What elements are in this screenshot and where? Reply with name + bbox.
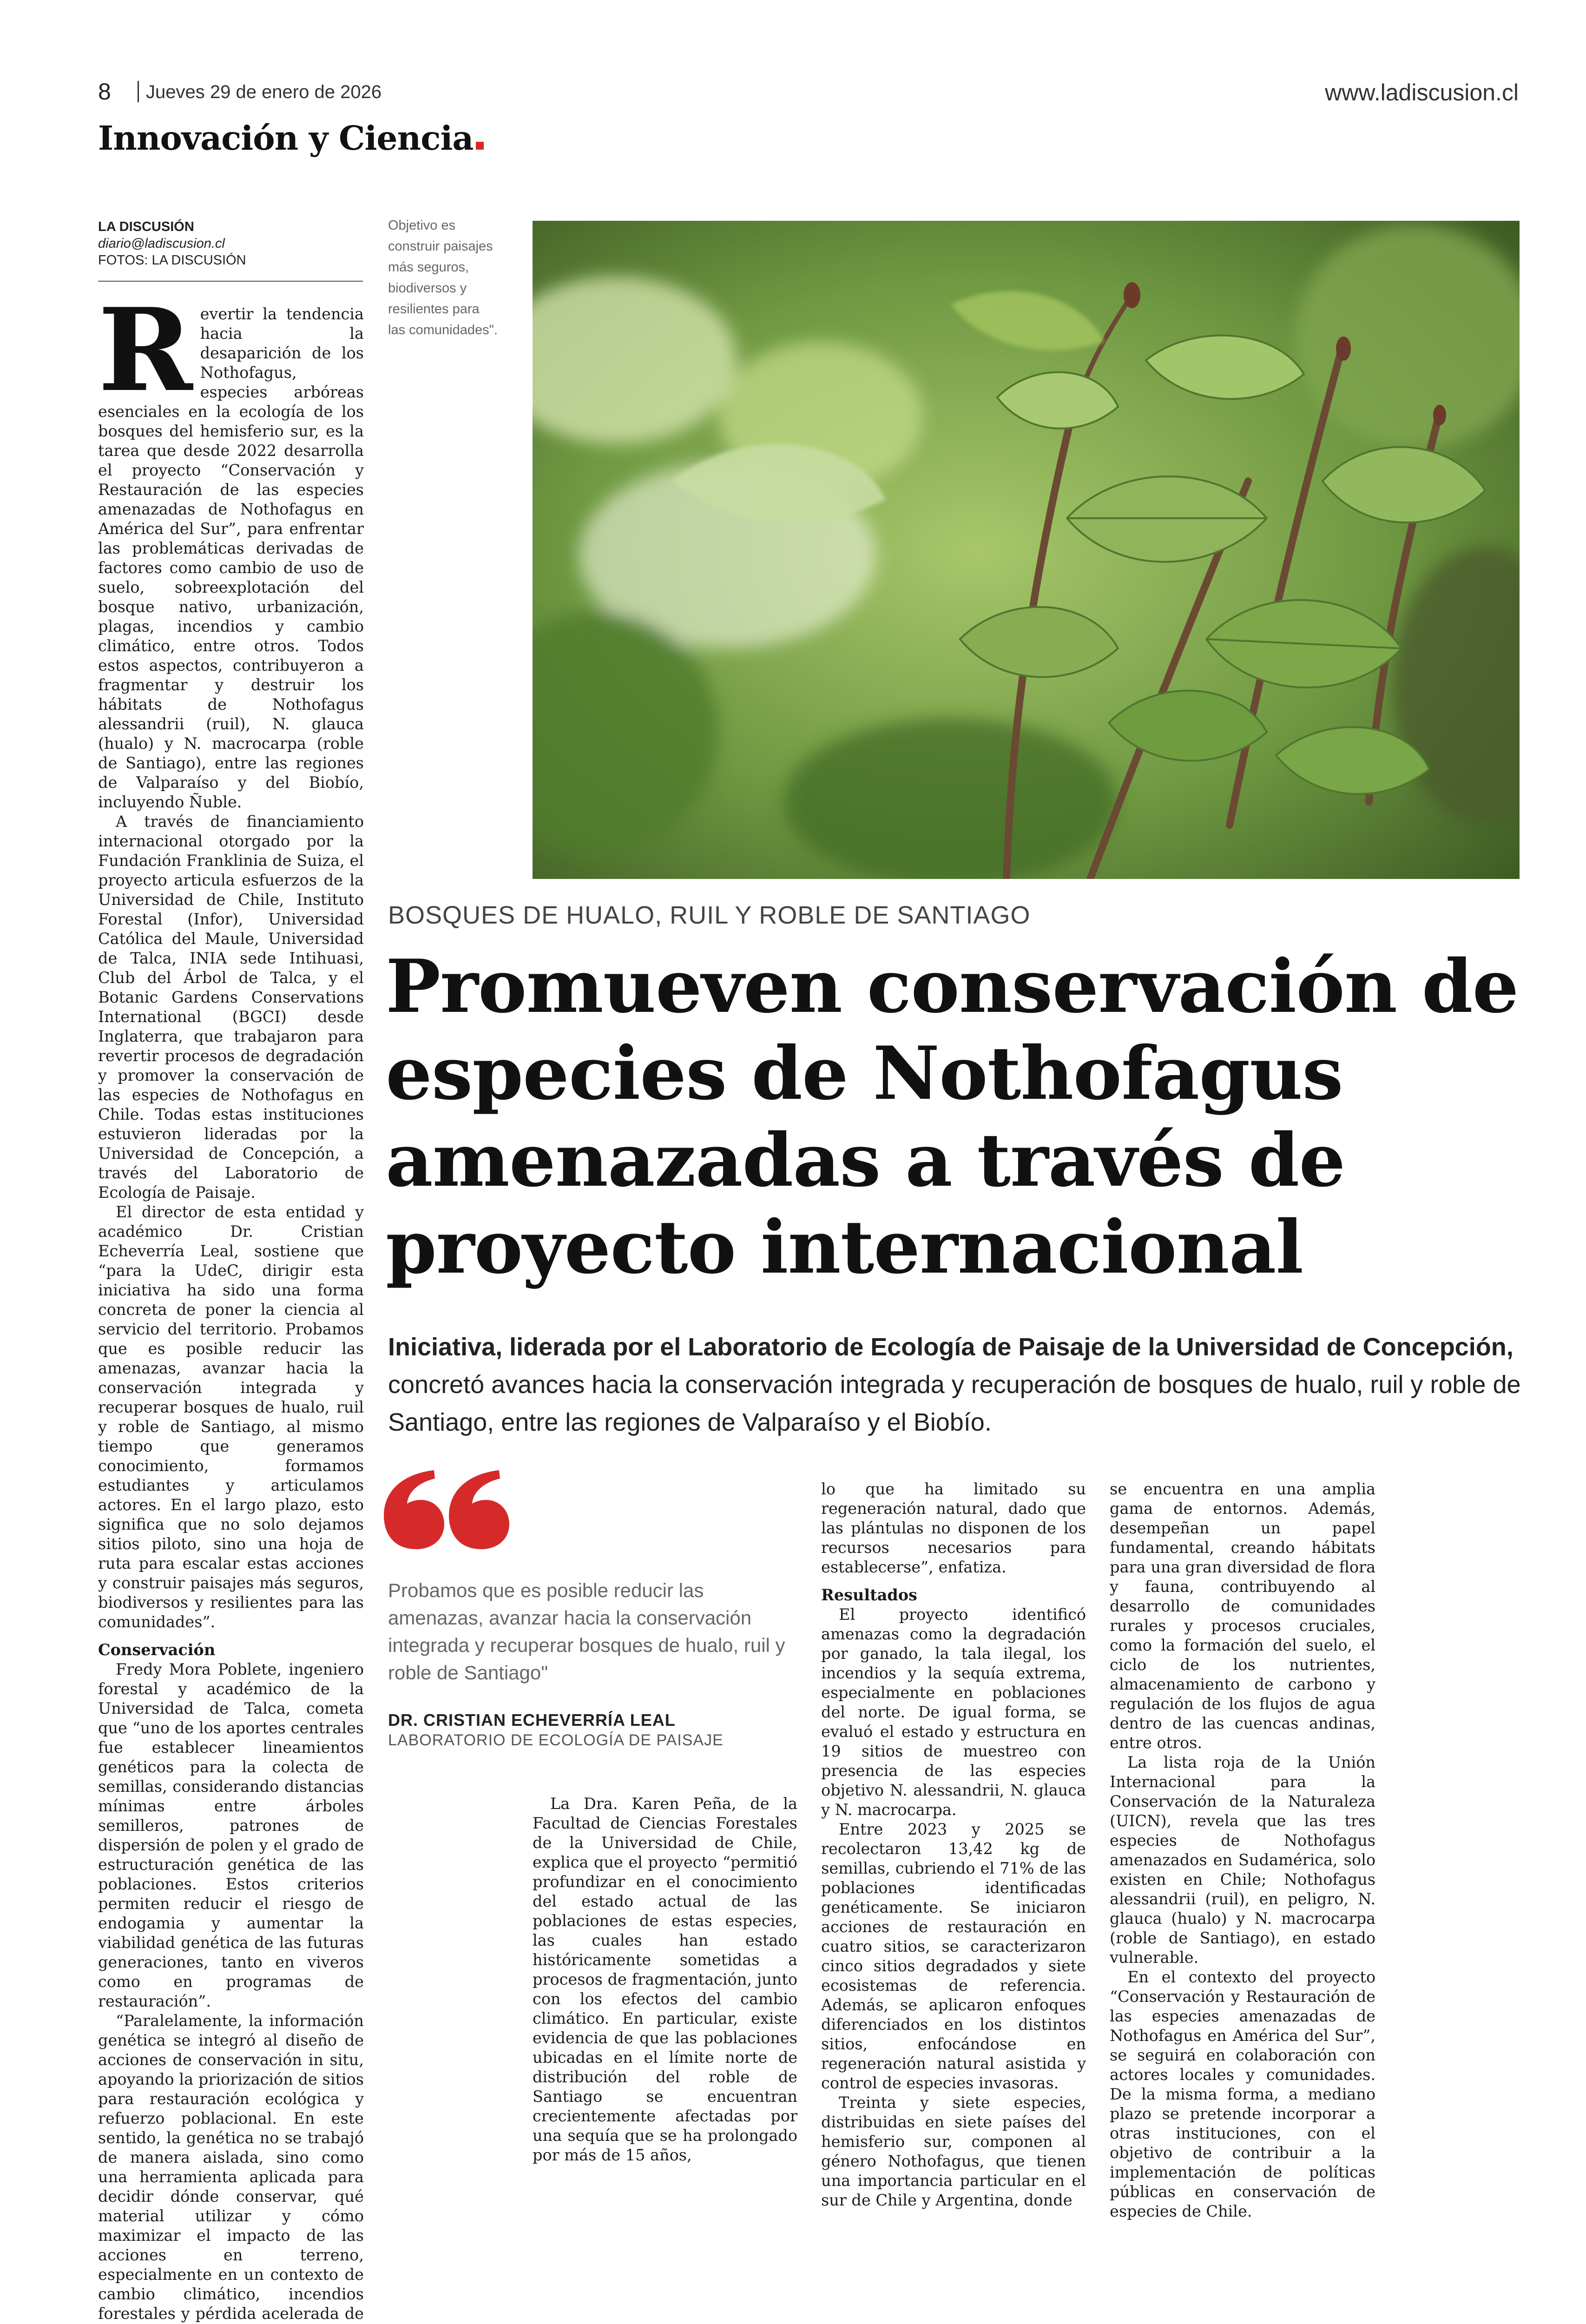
byline bbox=[98, 218, 363, 269]
byline-email[interactable]: diario@ladiscusion.cl bbox=[98, 236, 225, 251]
site-url-link[interactable]: www.ladiscusion.cl bbox=[1325, 79, 1519, 106]
article-column-1 bbox=[98, 283, 364, 2324]
side-pull-note: Objetivo es construir paisajes más seguros, biodiversos y resilientes para las comunidades". bbox=[388, 218, 498, 337]
article-photo bbox=[533, 221, 1520, 879]
body-paragraph bbox=[98, 283, 364, 812]
body-paragraph: En el contexto del proyecto “Conservación y Restauración de las especies amenazadas de Nothofagus en América del Sur”, se seguirá en colaboración con actores locales y comunidades. De la misma forma, a mediano plazo se pretende incorporar a otras instituciones, con el objetivo de contribuir a la implementación de políticas públicas en conservación de especies de Chile. bbox=[1110, 1968, 1375, 2220]
quote-mark-icon bbox=[384, 1470, 509, 1549]
deck-lead: Iniciativa, liderada por el Laboratorio de Ecología de Paisaje de la Universidad de Concepción, bbox=[388, 1333, 1514, 1361]
body-paragraph: “Paralelamente, la información genética se integró al diseño de acciones de conservación in situ, apoyando la priorización de sitios para restauración ecológica y refuerzo poblacional. En este sentido, la genética no se trabajó de manera aislada, sino como una herramienta aplicada para decidir dónde conservar, qué material utilizar y cómo maximizar el impacto de las acciones en terreno, especialmente en un contexto de cambio climático, incendios forestales y pérdida acelerada de bbox=[98, 2012, 364, 2323]
byline-photo-credit: FOTOS: LA DISCUSIÓN bbox=[98, 253, 246, 268]
body-paragraph: lo que ha limitado su regeneración natural, dado que las plántulas no disponen de los recursos necesarios para establecerse”, enfatiza. bbox=[821, 1480, 1086, 1576]
body-paragraph: A través de financiamiento internacional otorgado por la Fundación Franklinia de Suiza, el proyecto articula esfuerzos de la Universidad de Chile, Instituto Forestal (Infor), Universidad Católica del Maule, Universidad de Talca, INIA sede Intihuasi, Club del Árbol de Talca, y el Botanic Gardens Conservations International (BGCI) desde Inglaterra, que trabajaron para revertir procesos de degradación y promover la conservación de las especies de Nothofagus en Chile. Todas estas instituciones estuvieron lideradas por la Universidad de Concepción, a través del Laboratorio de Ecología de Paisaje. bbox=[98, 812, 364, 1202]
article-deck bbox=[388, 1328, 1522, 1441]
section-accent-dot bbox=[476, 142, 484, 150]
body-paragraph: El proyecto identificó amenazas como la degradación por ganado, la tala ilegal, los incendios y la sequía extrema, especialmente en poblaciones del norte. De igual forma, se evaluó el estado y estructura en 19 sitios de muestreo con presencia de las especies objetivo N. alessandrii, N. glauca y N. macrocarpa. bbox=[821, 1605, 1086, 1819]
section-title bbox=[98, 119, 484, 158]
deck-rest: concretó avances hacia la conservación integrada y recuperación de bosques de hualo, ruil y roble de Santiago, entre las regiones de Valparaíso y el Biobío. bbox=[388, 1371, 1521, 1436]
body-paragraph: Entre 2023 y 2025 se recolectaron 13,42 kg de semillas, cubriendo el 71% de las poblaciones identificadas genéticamente. Se iniciaron acciones de restauración en cuatro sitios, se caracterizaron cinco sitios degradados y siete ecosistemas de referencia. Además, se aplicaron enfoques diferenciados en los distintos sitios, enfocándose en regeneración natural asistida y control de especies invasoras. bbox=[821, 1820, 1086, 2092]
header-divider bbox=[138, 81, 139, 102]
body-paragraph: se encuentra en una amplia gama de entornos. Además, desempeñan un papel fundamental, creando hábitats para una gran diversidad de flora y fauna, contribuyendo al desarrollo de comunidades rurales y procesos cruciales, como la formación del suelo, el ciclo de los nutrientes, almacenamiento de carbono y regulación de los flujos de agua dentro de las cuencas andinas, entre otros. bbox=[1110, 1480, 1375, 1752]
issue-date: Jueves 29 de enero de 2026 bbox=[146, 82, 382, 102]
body-paragraph-text: evertir la tendencia hacia la desaparición de los Nothofagus, especies arbóreas esenciales en la ecología de los bosques del hemisferio sur, es la tarea que desde 2022 desarrolla el proyecto “Conservación y Restauración de las especies amenazadas de Nothofagus en América del Sur”, para enfrentar las problemáticas derivadas de factores como cambio de uso de suelo, sobreexplotación del bosque nativo, urbanización, plagas, incendios y cambio climático, entre otros. Todos estos aspectos, contribuyeron a fragmentar y destruir los hábitats de Nothofagus alessandrii (ruil), N. glauca (hualo) y N. macrocarpa (roble de Santiago), entre las regiones de Valparaíso y del Biobío, incluyendo Ñuble. bbox=[98, 305, 364, 811]
body-paragraph: Treinta y siete especies, distribuidas en siete países del hemisferio sur, componen al género Nothofagus, que tienen una importancia particular en el sur de Chile y Argentina, donde bbox=[821, 2093, 1086, 2209]
subhead-conservacion: Conservación bbox=[98, 1641, 216, 1659]
page-number: 8 bbox=[98, 79, 111, 105]
body-paragraph: La Dra. Karen Peña, de la Facultad de Ciencias Forestales de la Universidad de Chile, explica que el proyecto “permitió profundizar en el conocimiento del estado actual de las poblaciones de estas especies, las cuales han estado históricamente sometidas a procesos de fragmentación, junto con los efectos del cambio climático. En particular, existe evidencia de que las poblaciones ubicadas en el límite norte de distribución del roble de Santiago se encuentran crecientemente afectadas por una sequía que se ha prolongado por más de 15 años, bbox=[533, 1795, 797, 2164]
pull-quote-text: Probamos que es posible reducir las amenazas, avanzar hacia la conservación integrada y recuperar bosques de hualo, ruil y roble de Santiago" bbox=[388, 1579, 785, 1684]
subhead-resultados: Resultados bbox=[821, 1586, 917, 1604]
article-column-4 bbox=[1110, 1479, 1375, 2221]
article-column-3 bbox=[821, 1479, 1086, 2210]
article-headline: Promueven conservación de especies de Nothofagus amenazadas a través de proyecto internacional bbox=[386, 944, 1519, 1290]
article-kicker: BOSQUES DE HUALO, RUIL Y ROBLE DE SANTIAGO bbox=[388, 901, 1031, 929]
byline-divider bbox=[98, 281, 363, 282]
section-title-text: Innovación y Ciencia bbox=[98, 119, 474, 158]
drop-cap: R bbox=[98, 283, 193, 417]
article-column-2 bbox=[533, 1794, 797, 2165]
pull-quote-role: LABORATORIO DE ECOLOGÍA DE PAISAJE bbox=[388, 1731, 724, 1749]
leaves-illustration bbox=[533, 221, 1520, 879]
body-paragraph: Fredy Mora Poblete, ingeniero forestal y académico de la Universidad de Talca, cometa que “uno de los aportes centrales fue establecer lineamientos genéticos para la colecta de semillas, considerando distancias mínimas entre árboles semilleros, patrones de dispersión de polen y el grado de estructuración genética de las poblaciones. Estos criterios permiten reducir el riesgo de endogamia y aumentar la viabilidad genética de las futuras generaciones, tanto en viveros como en programas de restauración”. bbox=[98, 1660, 364, 2010]
body-paragraph: El director de esta entidad y académico Dr. Cristian Echeverría Leal, sostiene que “para la UdeC, dirigir esta iniciativa ha sido una forma concreta de poner la ciencia al servicio del territorio. Probamos que es posible reducir las amenazas, avanzar hacia la conservación integrada y recuperar bosques de hualo, ruil y roble de Santiago, al mismo tiempo que generamos conocimiento, formamos estudiantes y articulamos actores. En el largo plazo, esto significa que no solo dejamos sitios piloto, sino una hoja de ruta para escalar estas acciones y construir paisajes más seguros, biodiversos y resilientes para las comunidades”. bbox=[98, 1203, 364, 1631]
pull-quote-author: DR. CRISTIAN ECHEVERRÍA LEAL bbox=[388, 1710, 676, 1730]
body-paragraph: La lista roja de la Unión Internacional para la Conservación de la Naturaleza (UICN), revela que las tres especies de Nothofagus amenazados en Sudamérica, solo existen en Chile; Nothofagus alessandrii (ruil), en peligro, N. glauca (hualo) y N. macrocarpa (roble de Santiago), en estado vulnerable. bbox=[1110, 1753, 1375, 1967]
byline-outlet: LA DISCUSIÓN bbox=[98, 219, 194, 234]
